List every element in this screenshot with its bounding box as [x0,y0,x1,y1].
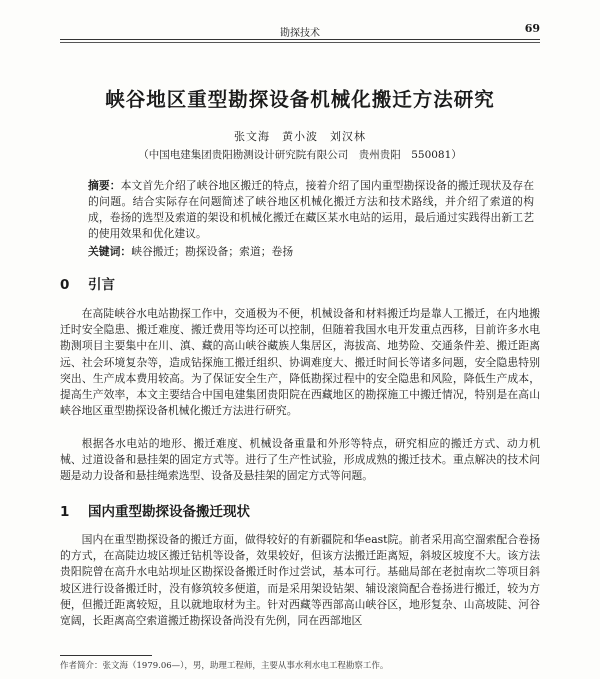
keywords-text: 峡谷搬迁；勘探设备；索道；卷扬 [131,245,294,258]
paragraph: 根据各水电站的地形、搬迁难度、机械设备重量和外形等特点，研究相应的搬迁方式、动力机械、过道设备和悬挂架的固定方式等。进行了生产性试验，形成成熟的搬迁技术。重点解决的技术问题是动力设备和悬挂绳索选型、设备及悬挂架的固定方式等问题。 [60,437,540,483]
section-number: 0 [60,277,70,293]
keywords [88,244,534,260]
section-title: 引言 [88,277,115,293]
section-heading-1 [60,500,250,520]
header-rule [60,39,540,40]
abstract-label: 摘要： [88,179,121,192]
affiliation: （中国电建集团贵阳勘测设计研究院有限公司 贵州贵阳 550081） [138,149,462,161]
paper-title: 峡谷地区重型勘探设备机械化搬迁方法研究 [105,88,495,111]
paragraph: 在高陡峡谷水电站勘探工作中，交通极为不便，机械设备和材料搬迁均是靠人工搬迁，在内地搬迁时安全隐患、搬迁难度、搬迁费用等均还可以控制，但随着我国水电开发重点西移，目前许多水电勘测项目主要集中在川、滇、藏的高山峡谷藏族人集居区，海拔高、地势险、交通条件差、搬迁距离远、社会环境复杂等，造成钻探施工搬迁组织、协调难度大、搬迁时间长等诸多问题，安全隐患特别突出、生产成本费用较高。为了保证安全生产，降低勘探过程中的安全隐患和风险，降低生产成本，提高生产效率，本文主要结合中国电建集团贵阳院在西藏地区的勘探施工中搬迁情况，特别是在高山峡谷地区重型勘探设备机械化搬迁方法进行研究。 [60,307,540,418]
author-footnote: 作者简介：张文海（1979.06—），男，助理工程师，主要从事水利水电工程勘察工作。 [60,661,389,671]
section-heading-0 [60,273,115,293]
running-header [60,22,540,38]
keywords-label: 关键词： [88,245,132,258]
header-rule-thin [60,42,540,43]
journal-name: 勘探技术 [280,28,320,39]
paragraph: 国内在重型勘探设备的搬迁方面，做得较好的有新疆院和华east院。前者采用高空溜索配合卷扬的方式，在高陡边坡区搬迁钻机等设备，效果较好，但该方法搬迁距离短，斜坡区坡度不大。该方法贵阳院曾在高升水电站坝址区勘探设备搬迁时作过尝试，基本可行。基础局部在老挝南坎二等项目斜坡区进行设备搬迁时，没有修筑较多便道，而是采用架设钻架、辅设滚筒配合卷扬进行搬迁，较为方便，但搬迁距离较短，且以就地取材为主。针对西藏等西部高山峡谷区，地形复杂、山高坡陡、河谷宽阔，长距离高空索道搬迁勘探设备尚没有先例，同在西部地区 [60,533,540,628]
author-list: 张文海 黄小波 刘汉林 [234,130,366,143]
abstract [88,178,534,242]
section-number: 1 [60,504,70,520]
footnote-rule [60,655,152,656]
section-title: 国内重型勘探设备搬迁现状 [88,504,250,520]
abstract-text: 本文首先介绍了峡谷地区搬迁的特点，接着介绍了国内重型勘探设备的搬迁现状及存在的问题。结合实际存在问题简述了峡谷地区机械化搬迁方法和技术路线，并介绍了索道的构成，卷扬的选型及索道的架设和机械化搬迁在藏区某水电站的运用，最后通过实践得出新工艺的使用效果和优化建议。 [88,179,534,240]
page-number: 69 [524,22,540,35]
